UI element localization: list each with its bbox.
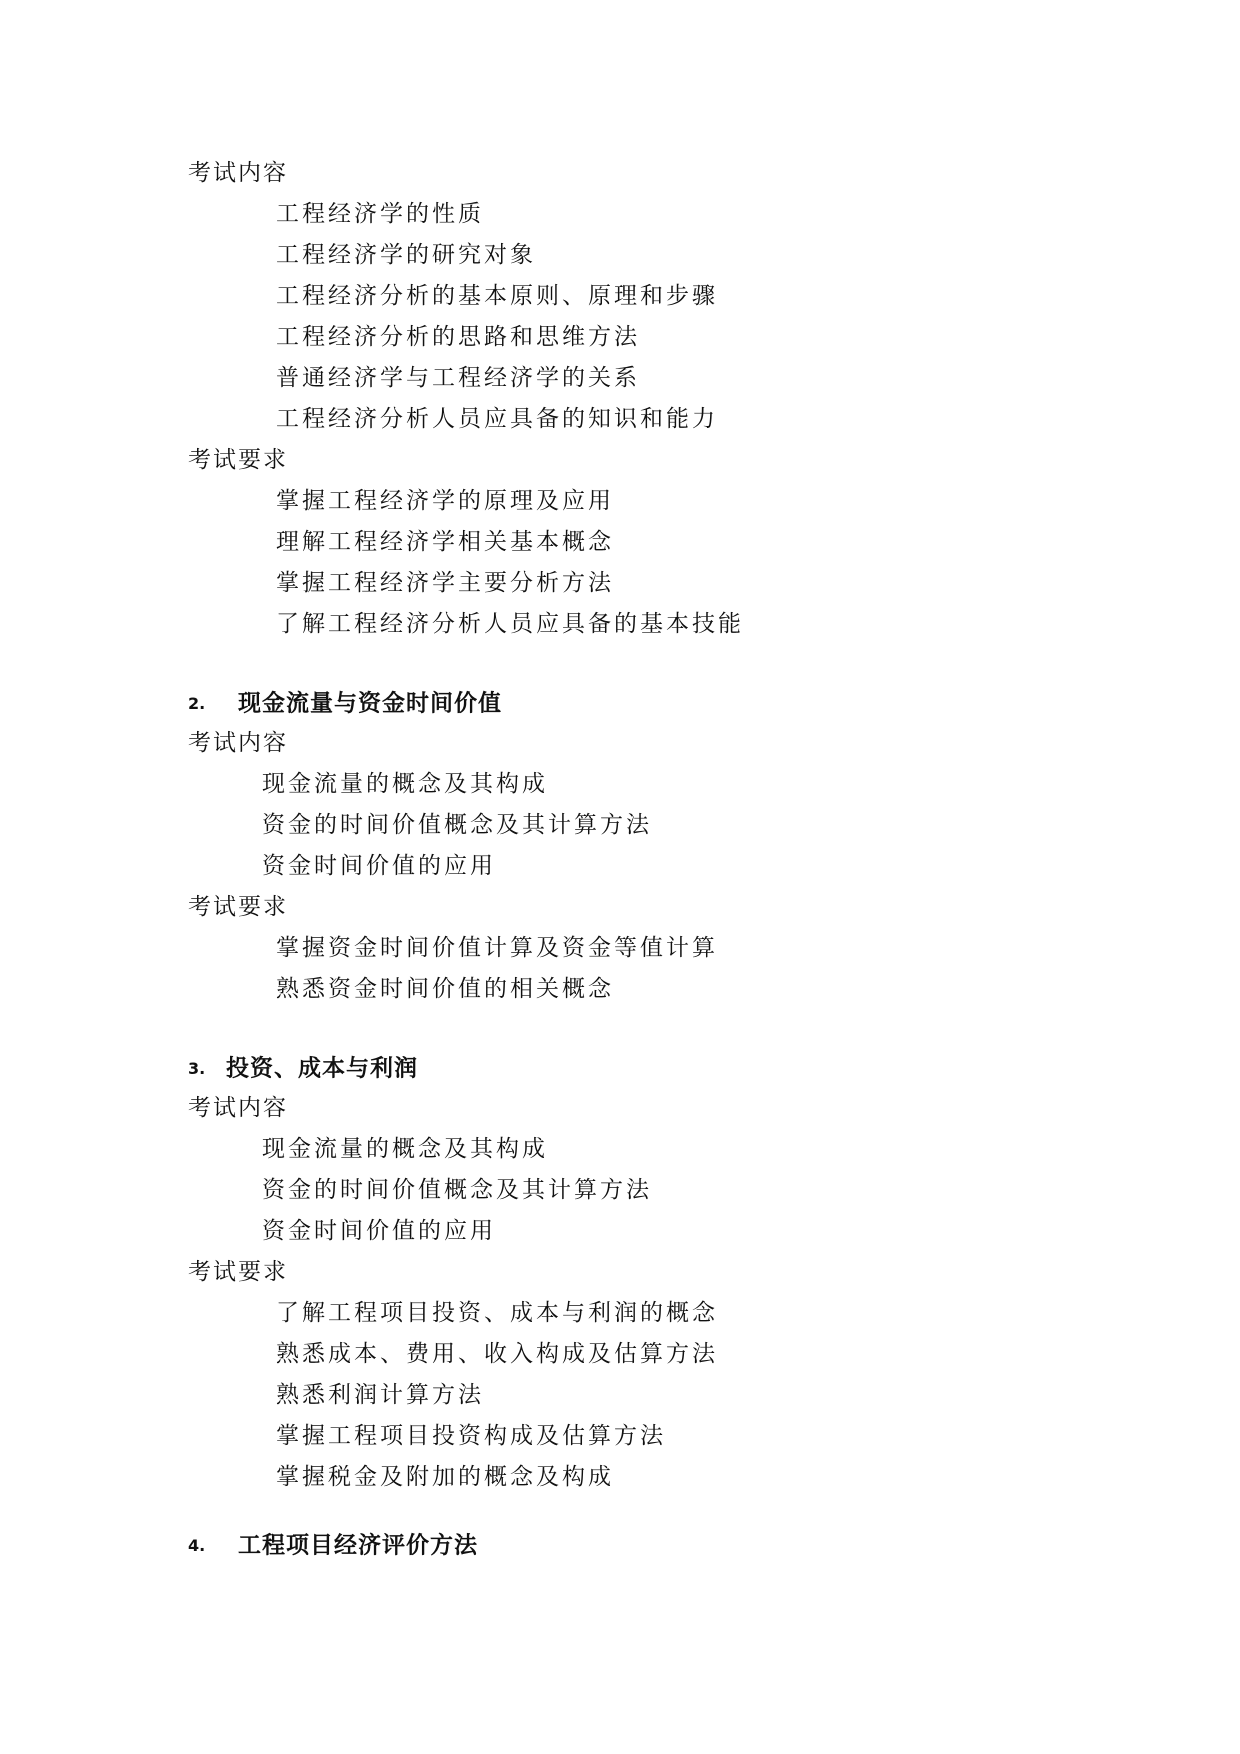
section1-requirement-item: 理解工程经济学相关基本概念 [276,529,614,555]
section4-title: 工程项目经济评价方法 [238,1532,478,1559]
section3-title: 投资、成本与利润 [226,1055,418,1082]
section3-requirement-item: 熟悉成本、费用、收入构成及估算方法 [276,1341,718,1367]
section3-content-label: 考试内容 [188,1095,288,1121]
section4-number: 4. [188,1535,206,1555]
section2-title: 现金流量与资金时间价值 [238,690,502,717]
section1-content-item: 工程经济分析人员应具备的知识和能力 [276,406,718,432]
section2-number: 2. [188,693,206,713]
section3-content-item: 资金的时间价值概念及其计算方法 [262,1177,652,1203]
section2-requirement-label: 考试要求 [188,894,288,920]
section1-content-item: 普通经济学与工程经济学的关系 [276,365,640,391]
section3-content-item: 现金流量的概念及其构成 [262,1136,548,1162]
section3-number: 3. [188,1058,206,1078]
section3-requirement-item: 了解工程项目投资、成本与利润的概念 [276,1300,718,1326]
section2-content-label: 考试内容 [188,730,288,756]
section1-content-item: 工程经济分析的基本原则、原理和步骤 [276,283,718,309]
section1-content-item: 工程经济学的性质 [276,201,484,227]
section3-heading [188,1052,418,1085]
section3-requirement-item: 熟悉利润计算方法 [276,1382,484,1408]
section2-requirement-item: 熟悉资金时间价值的相关概念 [276,976,614,1002]
section2-requirement-item: 掌握资金时间价值计算及资金等值计算 [276,935,718,961]
section1-content-label: 考试内容 [188,160,288,186]
section1-requirement-item: 掌握工程经济学主要分析方法 [276,570,614,596]
section1-requirement-item: 掌握工程经济学的原理及应用 [276,488,614,514]
section2-content-item: 现金流量的概念及其构成 [262,771,548,797]
section3-requirement-item: 掌握税金及附加的概念及构成 [276,1464,614,1490]
section1-requirement-item: 了解工程经济分析人员应具备的基本技能 [276,611,744,637]
section1-content-item: 工程经济学的研究对象 [276,242,536,268]
section2-content-item: 资金的时间价值概念及其计算方法 [262,812,652,838]
section1-requirement-label: 考试要求 [188,447,288,473]
section3-requirement-item: 掌握工程项目投资构成及估算方法 [276,1423,666,1449]
section3-requirement-label: 考试要求 [188,1259,288,1285]
section2-content-item: 资金时间价值的应用 [262,853,496,879]
section3-content-item: 资金时间价值的应用 [262,1218,496,1244]
section1-content-item: 工程经济分析的思路和思维方法 [276,324,640,350]
section4-heading [188,1529,478,1562]
section2-heading [188,687,502,720]
